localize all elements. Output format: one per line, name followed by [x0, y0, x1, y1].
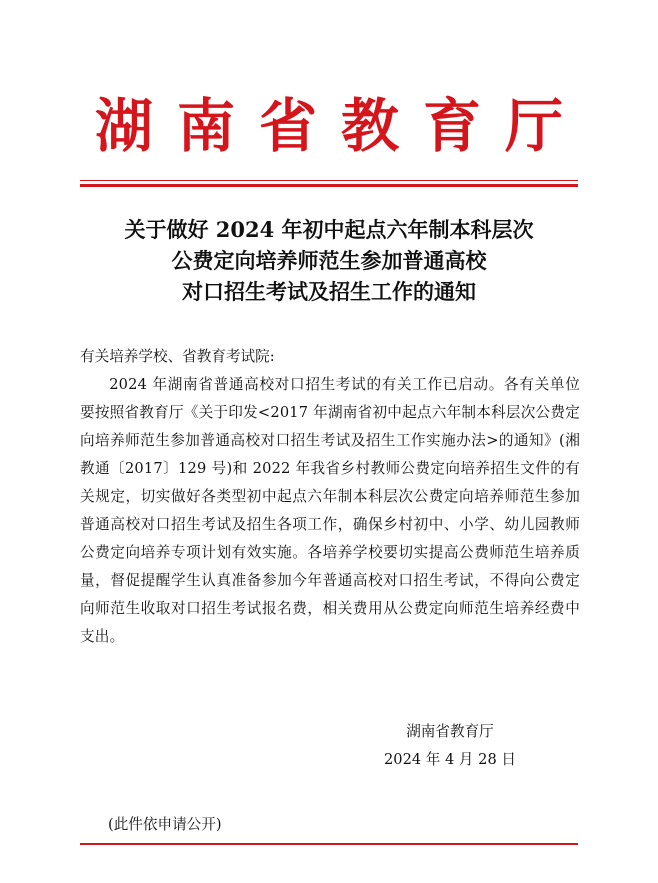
title-line-3: 对口招生考试及招生工作的通知 — [182, 279, 476, 304]
document-title — [60, 214, 598, 307]
title-line-2: 公费定向培养师范生参加普通高校 — [171, 248, 487, 273]
body-paragraph: 2024 年湖南省普通高校对口招生考试的有关工作已启动。各有关单位要按照省教育厅《关于印发<2017 年湖南省初中起点六年制本科层次公费定向培养师范生参加普通高校对口招生考试及招生工作实施办法>的通知》(湘教通〔2017〕129 号)和 2022 年我省乡村教师公费定向培养招生文件的有关规定，切实做好各类型初中起点六年制本科层次公费定向培养师范生参加普通高校对口招生考试及招生各项工作，确保乡村初中、小学、幼儿园教师公费定向培养专项计划有效实施。各培养学校要切实提高公费师范生培养质量，督促提醒学生认真准备参加今年普通高校对口招生考试，不得向公费定向师范生收取对口招生考试报名费，相关费用从公费定向师范生培养经费中支出。 — [80, 376, 580, 645]
signature-date: 2024 年 4 月 28 日 — [384, 751, 516, 768]
signature-block — [370, 718, 530, 774]
salutation: 有关培养学校、省教育考试院: — [80, 348, 275, 365]
masthead-rule-thick — [80, 184, 578, 187]
footer-rule — [80, 843, 578, 845]
signature-issuer: 湖南省教育厅 — [406, 723, 494, 740]
document-body — [80, 343, 580, 651]
masthead-rule-thin — [80, 180, 578, 181]
masthead-agency-name: 湖南省教育厅 — [94, 92, 587, 160]
title-line-1: 关于做好 2024 年初中起点六年制本科层次 — [124, 217, 534, 242]
disclosure-note: (此件依申请公开) — [108, 816, 222, 833]
